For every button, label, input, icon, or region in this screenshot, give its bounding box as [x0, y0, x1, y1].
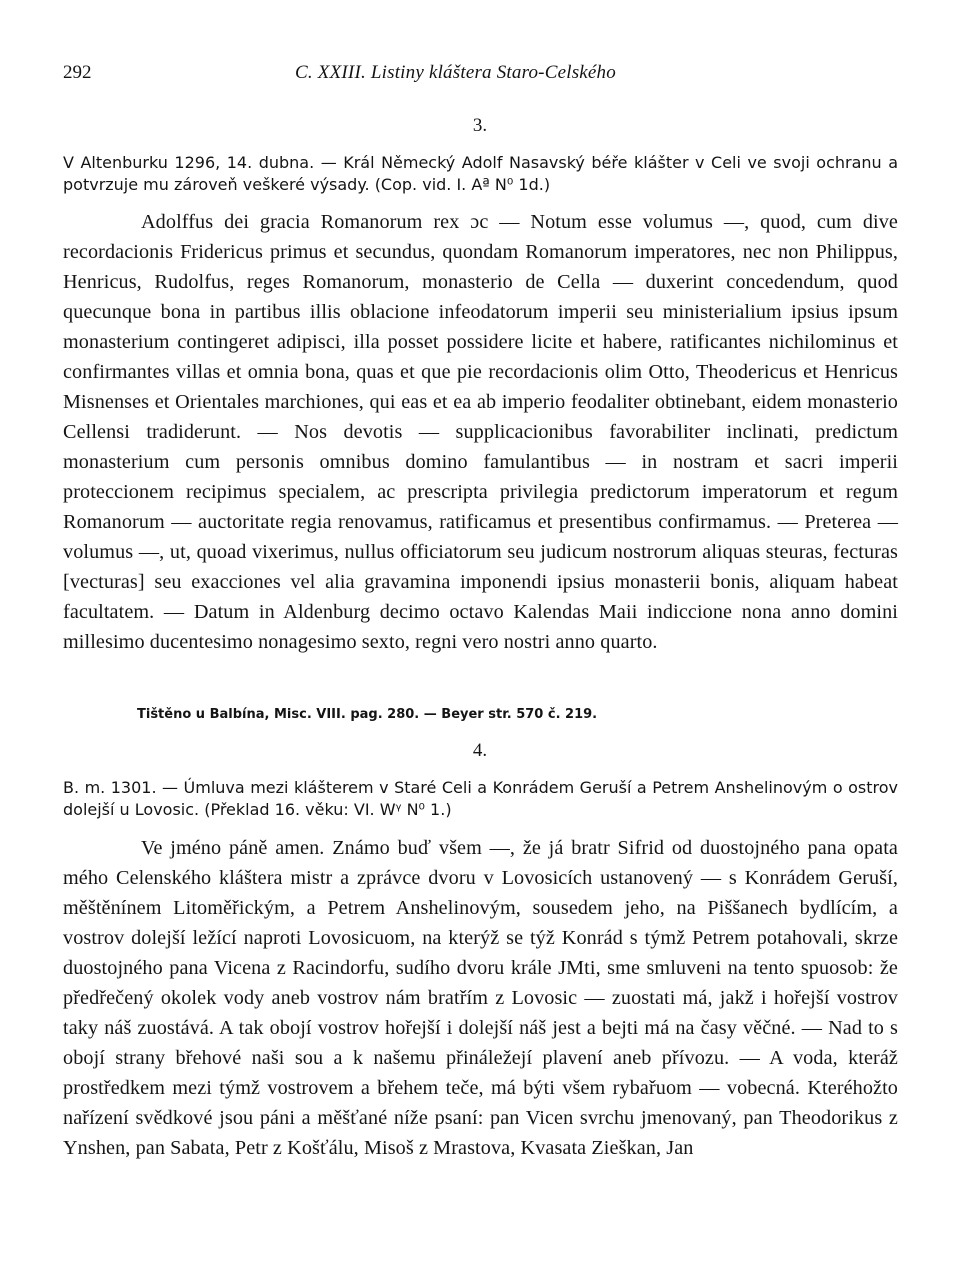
page-number: 292 [63, 62, 92, 83]
document-number: 3. [472, 115, 488, 136]
document-text: Ve jméno páně amen. Známo buď všem —, že já bratr Sifrid od duostojného pana opata mého Celenského kláštera mistr a zprávce dvoru v Lovosicích ustanovený — s Konrádem Geruší, měštěnínem Litoměřickým, a Petrem Anshelinovým, sousedem jeho, na Piššanech bydlícím, a vostrov dolejší ležící naproti Lovosicuom, na kterýž se týž Konrád s týmž Petrem potahovali, skrze duostojného pana Vicena z Racindorfu, sudího dvoru krále JMti, sme smluveni na tento spuosob: že předřečený okolek vody aneb vostrov nám bratřím z Lovosic — zuostati má, jakž i hořejší vostrov taky náš zuostává. A tak obojí vostrov hořejší i dolejší náš jest a bejti má na časy věčné. — Nad to s obojí strany břehové naši sou a k našemu přináležejí plavení aneb přívozu. — A voda, kteráž prostředkem mezi týmž vostrovem a břehem teče, má býti všem rybařuom — vobecná. Kteréhožto nařízení svědkové jsou páni a měšťané níže psaní: pan Vicen svrchu jmenovaný, pan Theodorikus z Ynshen, pan Sabata, Petr z Košťálu, Misoš z Mrastova, Kvasata Zieškan, Jan [63, 837, 898, 1159]
document-regest: V Altenburku 1296, 14. dubna. — Král Německý Adolf Nasavský béře klášter v Celi ve svoji ochranu a potvrzuje mu zároveň veškeré výsady. (Cop. vid. I. Aª N⁰ 1d.) [63, 153, 898, 194]
running-title: C. XXIII. Listiny kláštera Staro-Celského [295, 62, 616, 83]
running-head [63, 62, 898, 90]
source-note: Tištěno u Balbína, Misc. VIII. pag. 280. — Beyer str. 570 č. 219. [137, 707, 598, 722]
document-text: Adolffus dei gracia Romanorum rex ɔc — Notum esse volumus —, quod, cum dive recordacionis Fridericus primus et secundus, quondam Romanorum imperatores, nec non Philippus, Henricus, Rudolfus, reges Romanorum, monasterio de Cella — duxerint concedendum, quod quecunque bona in partibus illis oblacione infeodatorum imperii seu ministerialium ipsius ipsum monasterium contingeret adipisci, illa posset possidere licite et habere, ratificantes nichilominus et confirmantes villas et omnia bona, quas et que pie recordacionis olim Otto, Theodericus et Henricus Misnenses et Orientales marchiones, qui eas et ea ab imperio feodaliter obtinebant, eidem monasterio Cellensi tradiderunt. — Nos devotis — supplicacionibus favorabiliter inclinati, predictum monasterium cum personis omnibus domino famulantibus — in nostram et sacri imperii proteccionem recipimus specialem, ac prescripta privilegia predictorum imperatorum et regum Romanorum — auctoritate regia renovamus, ratificamus et presentibus confirmamus. — Preterea — volumus —, ut, quoad vixerimus, nullus officiatorum seu judicum nostrorum aliquas steuras, fecturas [vecturas] seu exacciones vel alia gravamina imponendi ipsius monasterii bonis, aliquam habeat facultatem. — Datum in Aldenburg decimo octavo Kalendas Maii indiccione nona anno domini millesimo ducentesimo nonagesimo sexto, regni vero nostri anno quarto. [63, 211, 898, 653]
document-number: 4. [472, 740, 488, 761]
document-regest: B. m. 1301. — Úmluva mezi klášterem v Staré Celi a Konrádem Geruší a Petrem Anshelinovým o ostrov dolejší u Lovosic. (Překlad 16. věku: VI. Wᵞ N⁰ 1.) [63, 778, 898, 819]
